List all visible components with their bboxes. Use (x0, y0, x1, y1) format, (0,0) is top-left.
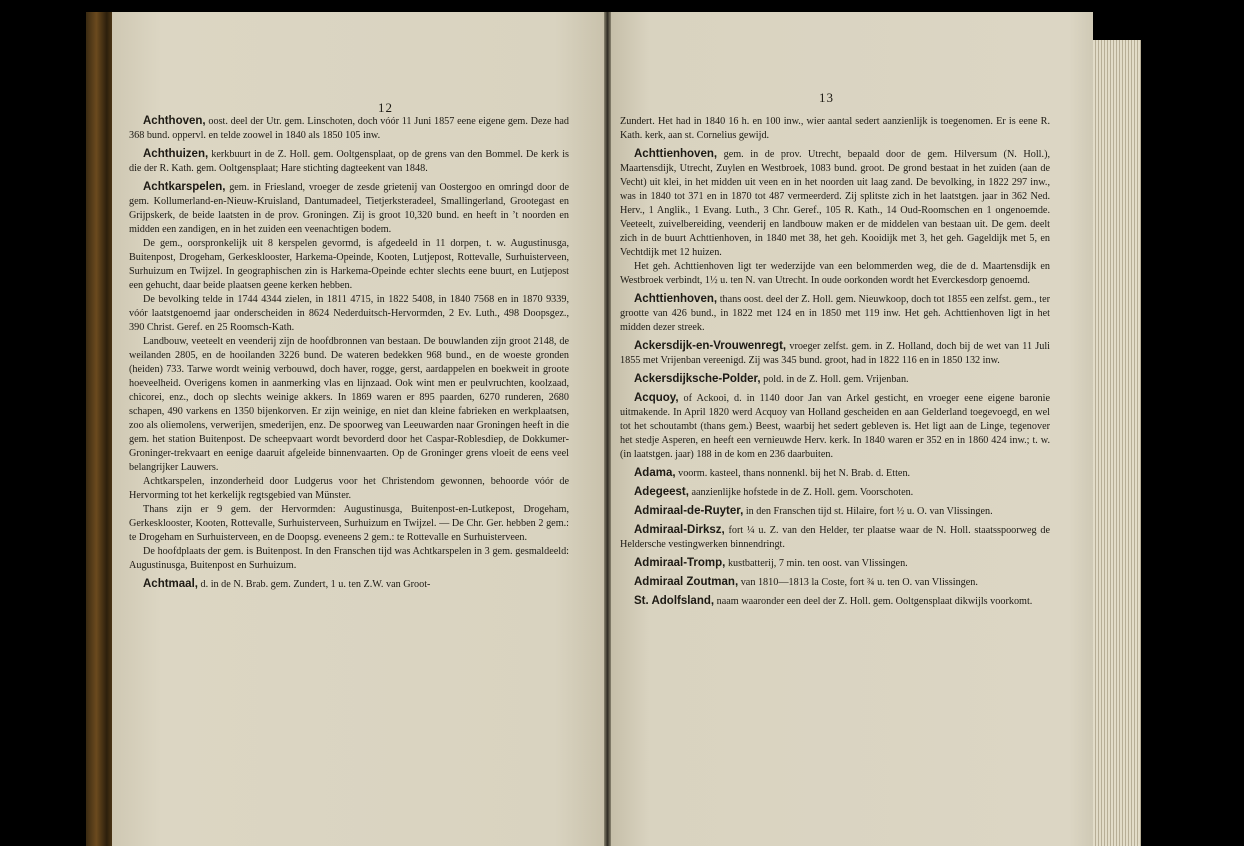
entry (620, 504, 1050, 519)
entry-head: Adama, (634, 467, 676, 479)
page-number: 12 (378, 100, 393, 115)
entry-head: Ackersdijk-en-Vrouwenregt, (634, 340, 787, 352)
entry-body: voorm. kasteel, thans nonnenkl. bij het N. Brab. d. Etten. (678, 468, 911, 479)
entry-body: of Ackooi, d. in 1140 door Jan van Arkel gesticht, en vroeger eene eigene baronie uitmakende. In April 1820 werd Acquoy van Holland gescheiden en aan Gelderland toegevoegd, en wel tot het schoutambt (thans gem.) Beest, waarbij het sedert gebleven is. Het ligt aan de Linge, tegenover het stedje Asperen, en heeft een vernieuwde Herv. kerk. In 1840 waren er 352 en in 1860 424 inw.; t. w. (in laatstgen. jaar) 188 in de kom en 236 daarbuiten. (620, 393, 1050, 460)
entry (620, 292, 1050, 335)
entry-body: van 1810—1813 la Coste, fort ¾ u. ten O. van Vlissingen. (740, 577, 978, 588)
entry-head: Achttienhoven, (634, 148, 718, 160)
entry (620, 466, 1050, 481)
entry-body: d. in de N. Brab. gem. Zundert, 1 u. ten Z.W. van Groot- (200, 579, 431, 590)
page-number: 13 (819, 90, 834, 105)
entry-head: Ackersdijksche-Polder, (634, 373, 761, 385)
entry-head: Admiraal-de-Ruyter, (634, 505, 744, 517)
entry-body: naam waaronder een deel der Z. Holl. gem. Ooltgensplaat dikwijls voorkomt. (716, 596, 1033, 607)
entry-body: gem. in Friesland, vroeger de zesde grietenij van Oostergoo en omringd door de gem. Kollumerland-en-Nieuw-Kruisland, Dantumadeel, Tietjerksteradeel, Smallingerland, Grootegast en Grijpskerk, de beide laatsten in de prov. Groningen. Zij is groot 10,320 bund. en heeft in ’t noorden en midden een zandigen, en in het zuiden een veenachtigen bodem. (129, 182, 570, 235)
right-page-text (620, 115, 1050, 613)
entry-body: kustbatterij, 7 min. ten oost. van Vlissingen. (727, 558, 908, 569)
entry-head: Admiraal Zoutman, (634, 576, 739, 588)
book-gutter (604, 12, 611, 846)
entry-head: Acquoy, (634, 392, 679, 404)
entry-body: kerkbuurt in de Z. Holl. gem. Ooltgensplaat, op de grens van den Bommel. De kerk is die der R. Kath. gem. Ooltgensplaat; Hare stichting dagteekent van 1848. (129, 149, 570, 174)
entry-body: thans oost. deel der Z. Holl. gem. Nieuwkoop, doch tot 1855 een zelfst. gem., ter grootte van 426 bund., in 1822 met 124 en in 1850 met 119 inw. Het geh. Achttienhoven ligt in het midden dezer streek. (620, 294, 1050, 333)
book-spine (86, 12, 112, 846)
paragraph: De gem., oorspronkelijk uit 8 kerspelen gevormd, is afgedeeld in 11 dorpen, t. w. Augustinusga, Buitenpost, Drogeham, Gerkesklooster, Harkema-Opeinde, Kooten, Lutjepost, Rottevalle, Surhuisterveen, Surhuizum en Twijzel. In geographischen zin is Harkema-Opeinde echter slechts eene buurt, en Lutjepost een gehucht, daar beide plaatsen geene kerken hebben. (129, 238, 569, 291)
entry-body: aanzienlijke hofstede in de Z. Holl. gem. Voorschoten. (691, 487, 914, 498)
entry-head: Achtkarspelen, (143, 181, 226, 193)
entry (620, 594, 1050, 609)
entry-head: Achttienhoven, (634, 293, 718, 305)
entry (620, 556, 1050, 571)
paragraph: Thans zijn er 9 gem. der Hervormden: Augustinusga, Buitenpost-en-Lutkepost, Drogeham, Gerkesklooster, Kooten, Rottevalle, Surhuisterveen, Surhuizum en Twijzel. — De Chr. Ger. hebben 2 gem.: te Drogeham en Surhuisterveen, en de Doopsg. eveneens 2 gem.: te Rottevalle en Surhuisterveen. (129, 504, 569, 543)
entry-body: pold. in de Z. Holl. gem. Vrijenban. (763, 374, 909, 385)
paragraph: De bevolking telde in 1744 4344 zielen, in 1811 4715, in 1822 5408, in 1840 7568 en in 1870 9339, vóór laatstgenoemd jaar onderscheiden in 8624 Nederduitsch-Hervormden, 2 Ev. Luth., 498 Doopsgez., 390 Christ. Geref. en 25 Roomsch-Kath. (129, 294, 569, 333)
entry (620, 339, 1050, 368)
entry-head: Admiraal-Dirksz, (634, 524, 725, 536)
entry-head: Achthuizen, (143, 148, 209, 160)
entry (129, 114, 569, 143)
entry (620, 115, 1050, 143)
paragraph: Zundert. Het had in 1840 16 h. en 100 inw., wier aantal sedert aanzienlijk is toegenomen. Er is eene R. Kath. kerk, aan st. Cornelius gewijd. (620, 116, 1050, 141)
entry (620, 523, 1050, 552)
entry (129, 180, 569, 573)
entry (620, 147, 1050, 288)
entry-head: St. Adolfsland, (634, 595, 715, 607)
right-page (611, 12, 1093, 846)
entry-body: in den Franschen tijd st. Hilaire, fort ½ u. O. van Vlissingen. (745, 506, 993, 517)
entry (620, 372, 1050, 387)
entry-head: Achthoven, (143, 115, 206, 127)
paragraph: Achtkarspelen, inzonderheid door Ludgerus voor het Christendom gewonnen, behoorde vóór de Hervorming tot het kerkelijk regtsgebied van Münster. (129, 476, 569, 501)
entry-body: vroeger zelfst. gem. in Z. Holland, doch bij de wet van 11 Juli 1855 met Vrijenban vereenigd. Zij was 345 bund. groot, had in 1822 116 en in 1850 132 inw. (620, 341, 1050, 366)
left-page-text (129, 114, 569, 596)
entry (129, 577, 569, 592)
entry-head: Admiraal-Tromp, (634, 557, 726, 569)
entry-body: fort ¼ u. Z. van den Helder, ter plaatse waar de N. Holl. staatsspoorweg de Heldersche vestingwerken binnendringt. (620, 525, 1050, 550)
entry (129, 147, 569, 176)
entry-body: oost. deel der Utr. gem. Linschoten, doch vóór 11 Juni 1857 eene eigene gem. Deze had 368 bund. oppervl. en telde zoowel in 1840 als 1850 105 inw. (129, 116, 570, 141)
page-edges (1093, 40, 1141, 846)
paragraph: Het geh. Achttienhoven ligt ter wederzijde van een belommerden weg, die de d. Maartensdijk en Westbroek verbindt, 1½ u. ten N. van Utrecht. In oude oorkonden wordt het Everckesdorp genoemd. (620, 261, 1050, 286)
left-page (112, 12, 604, 846)
entry-head: Adegeest, (634, 486, 689, 498)
entry (620, 485, 1050, 500)
entry (620, 391, 1050, 462)
paragraph: Landbouw, veeteelt en veenderij zijn de hoofdbronnen van bestaan. De bouwlanden zijn groot 2148, de weilanden 2805, en de hooilanden 3226 bund. De wateren bedekken 968 bund., en de woeste gronden (heiden) 733. Tarwe wordt weinig verbouwd, doch haver, rogge, gerst, aardappelen en boekweit in groote hoeveelheid. Overigens komen in aanmerking vlas en lijnzaad. Ook wint men er peulvruchten, koolzaad, chicorei, enz., doch op slechts weinige akkers. In 1869 waren er 895 paarden, 6270 runderen, 2680 schapen, 490 varkens en 1350 bijenkorven. Er zijn weinige, en niet dan kleine fabrieken en werkplaatsen, zoo als oliemolens, verwerijen, smederijen, enz. De spoorweg van Leeuwarden naar Groningen heeft in die gem. het station Buitenpost. De scheepvaart wordt bevorderd door het Caspar-Roblesdiep, de Dokkumer-Groninger-trekvaart en eenige daaruit afgeleide binnenvaarten. Op de Groninger grens vloeit de eens veel belangrijker Lauwers. (129, 336, 569, 473)
entry-body: gem. in de prov. Utrecht, bepaald door de gem. Hilversum (N. Holl.), Maartensdijk, Utrecht, Zuylen en Westbroek, 1083 bund. groot. De grond bestaat in het zuiden (aan de Vecht) uit klei, in het midden uit veen en in het noorden uit laag zand. De bevolking, in 1822 297 inw., was in 1840 tot 371 en in 1870 tot 487 vermeerderd. Zij splitste zich in het laatstgen. jaar in 362 Ned. Herv., 1 Anglik., 1 Evang. Luth., 3 Chr. Geref., 105 R. Kath., 14 Oud-Roomschen en 1 ongenoemde. Veeteelt, zuivelbereiding, veenderij en landbouw maken er de middelen van bestaan uit. De gem. deelt zich in de buurt Achttienhoven, in 1840 met 38, het geh. Kooidijk met 3, het geh. Gageldijk met 5, en Vechtdijk met 12 huizen. (620, 149, 1051, 258)
paragraph: De hoofdplaats der gem. is Buitenpost. In den Franschen tijd was Achtkarspelen in 3 gem. gesmaldeeld: Augustinusga, Buitenpost en Surhuizum. (129, 546, 569, 571)
entry-head: Achtmaal, (143, 578, 198, 590)
entry (620, 575, 1050, 590)
